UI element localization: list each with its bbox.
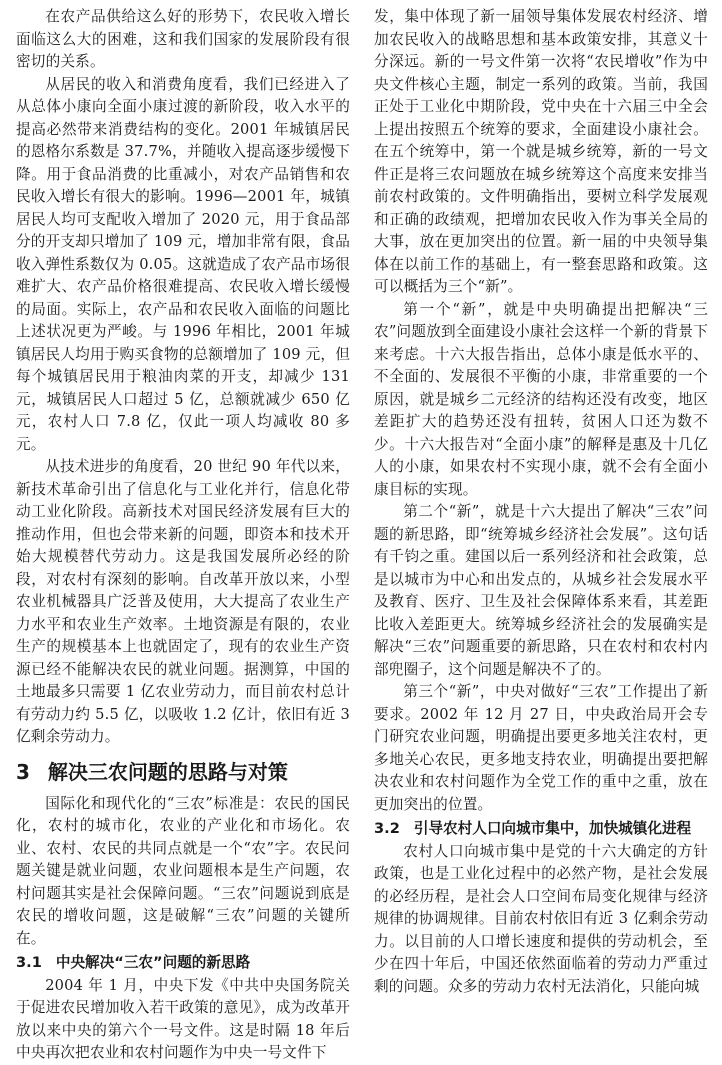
paragraph: 国际化和现代化的“三农”标准是：农民的国民化，农村的城市化，农业的产业化和市场化。农业、农村、农民的共同点就是一个“农”字。农民问题关键是就业问题，农业问题根本是生产问题，农村问题其实是社会保障问题。“三农”问题说到底是农民的增收问题，这是破解“三农”问题的关键所在。 [16, 794, 350, 947]
paragraph: 在农产品供给这么好的形势下，农民收入增长面临这么大的困难，这和我们国家的发展阶段有很密切的关系。 [16, 8, 350, 70]
section-number: 3 [16, 759, 30, 784]
paragraph: 第三个“新”，中央对做好“三农”工作提出了新要求。2002 年 12 月 27 日，中央政治局开会专门研究农业问题，明确提出要更多地关注农村，更多地关心农民，更多地支持农业，明确提出要把解决农业和农村问题作为全党工作的重中之重，放在更加突出的位置。 [374, 683, 708, 813]
subsection-title: 中央解决“三农”问题的新思路 [55, 954, 251, 971]
section-title: 解决三农问题的思路与对策 [47, 759, 288, 784]
paragraph: 发，集中体现了新一届领导集体发展农村经济、增加农民收入的战略思想和基本政策安排，其意义十分深远。新的一号文件第一次将“农民增收”作为中央文件核心主题，制定一系列的政策。当前，我国正处于工业化中期阶段，党中央在十六届三中全会上提出按照五个统筹的要求，全面建设小康社会。在五个统筹中，第一个就是城乡统筹，新的一号文件正是将三农问题放在城乡统筹这个高度来安排当前农村政策的。文件明确指出，要树立科学发展观和正确的政绩观，把增加农民收入作为事关全局的大事，放在更加突出的位置。新一届的中央领导集体在以前工作的基础上，有一整套思路和政策。这可以概括为三个“新”。 [374, 8, 708, 295]
paragraph: 第一个“新”，就是中央明确提出把解决“三农”问题放到全面建设小康社会这样一个新的背景下来考虑。十六大报告指出，总体小康是低水平的、不全面的、发展很不平衡的小康，非常重要的一个原因，就是城乡二元经济的结构还没有改变，地区差距扩大的趋势还没有扭转，贫困人口还为数不少。十六大报告对“全面小康”的解释是惠及十几亿人的小康，如果农村不实现小康，就不会有全面小康目标的实现。 [374, 300, 708, 498]
subsection-heading [374, 818, 708, 841]
paragraph: 农村人口向城市集中是党的十六大确定的方针政策，也是工业化过程中的必然产物，是社会发展的必经历程，是社会人口空间布局变化规律与经济规律的协调规律。目前农村依旧有近 3 亿剩余劳动力。以目前的人口增长速度和提供的劳动机会，至少在四十年后，中国还依然面临着的劳动力严重过剩的问题。众多的劳动力农村无法消化，只能向城 [374, 842, 708, 995]
right-column [374, 6, 708, 998]
left-column [16, 6, 350, 1065]
paragraph: 2004 年 1 月，中央下发《中共中央国务院关于促进农民增加收入若干政策的意见》，成为改革开放以来中央的第六个一号文件。这是时隔 18 年后中央再次把农业和农村问题作为中央一号文件下 [16, 976, 350, 1061]
subsection-number: 3.1 [16, 954, 42, 971]
subsection-number: 3.2 [374, 820, 400, 837]
subsection-title: 引导农村人口向城市集中，加快城镇化进程 [413, 820, 692, 837]
section-heading [16, 759, 350, 785]
paragraph: 从居民的收入和消费角度看，我们已经进入了从总体小康向全面小康过渡的新阶段，收入水平的提高必然带来消费结构的变化。2001 年城镇居民的恩格尔系数是 37.7%，并随收入提高逐步缓慢下降。用于食品消费的比重减小，对农产品销售和农民收入增长有很大的影响。1996—2001 年，城镇居民人均可支配收入增加了 2020 元，用于食品部分的开支却只增加了 109 元，增加非常有限，食品收入弹性系数仅为 0.05。这就造成了农产品市场很难扩大、农产品价格很难提高、农民收入增长缓慢的局面。实际上，农产品和农民收入面临的问题比上述状况更为严峻。与 1996 年相比，2001 年城镇居民人均用于购买食物的总额增加了 109 元，但每个城镇居民用于粮油肉菜的开支，却减少 131 元，城镇居民人口超过 5 亿，总额就减少 650 亿元，农村人口 7.8 亿，仅此一项人均减收 80 多元。 [16, 75, 351, 453]
paragraph: 从技术进步的角度看，20 世纪 90 年代以来，新技术革命引出了信息化与工业化并行，信息化带动工业化阶段。高新技术对国民经济发展有巨大的推动作用，但也会带来新的问题，即资本和技术开始大规模替代劳动力。这是我国发展所必经的阶段，对农村有深刻的影响。自改革开放以来，小型农业机械器具广泛普及使用，大大提高了农业生产力水平和农业生产效率。土地资源是有限的，农业生产的规模基本上也就固定了，现有的农业生产资源已经不能解决农民的就业问题。据测算，中国的土地最多只需要 1 亿农业劳动力，而目前农村总计有劳动力约 5.5 亿，以吸收 1.2 亿计，依旧有近 3 亿剩余劳动力。 [16, 458, 350, 745]
subsection-heading [16, 952, 350, 975]
paragraph: 第二个“新”，就是十六大提出了解决“三农”问题的新思路，即“统筹城乡经济社会发展”。这句话有千钧之重。建国以后一系列经济和社会政策，总是以城市为中心和出发点的，从城乡社会发展水平及教育、医疗、卫生及社会保障体系来看，其差距比收入差距更大。统筹城乡经济社会的发展确实是解决“三农”问题重要的新思路，只在农村和农村内部兜圈子，这个问题是解决不了的。 [374, 503, 708, 678]
